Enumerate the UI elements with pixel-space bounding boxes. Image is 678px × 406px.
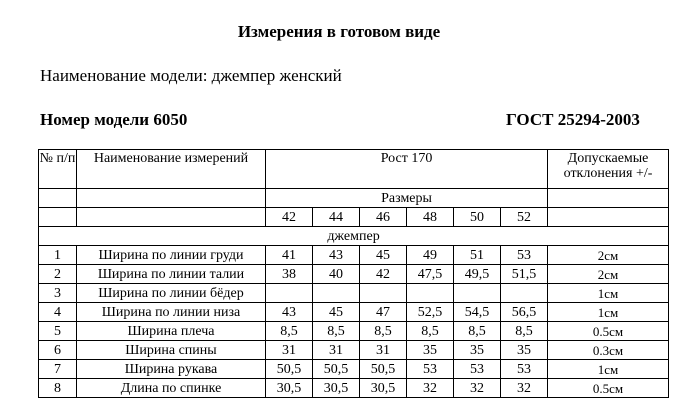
header-height: Рост 170 [266, 150, 548, 189]
value-cell: 30,5 [313, 379, 360, 398]
value-cell: 8,5 [360, 322, 407, 341]
row-tolerance: 1см [548, 303, 669, 322]
value-cell: 47 [360, 303, 407, 322]
header-tolerance: Допускаемые отклонения +/- [548, 150, 669, 189]
value-cell: 43 [266, 303, 313, 322]
row-num: 1 [39, 246, 77, 265]
size-cell: 52 [501, 208, 548, 227]
table-body [39, 150, 669, 398]
header-name: Наименование измерений [77, 150, 266, 189]
value-cell [454, 284, 501, 303]
value-cell: 32 [501, 379, 548, 398]
value-cell: 32 [454, 379, 501, 398]
empty-cell [548, 189, 669, 208]
value-cell: 53 [454, 360, 501, 379]
table-row [39, 303, 669, 322]
table-row [39, 360, 669, 379]
row-num: 5 [39, 322, 77, 341]
sizes-label: Размеры [266, 189, 548, 208]
value-cell: 8,5 [454, 322, 501, 341]
row-num: 3 [39, 284, 77, 303]
value-cell: 53 [501, 246, 548, 265]
sizes-label-row [39, 189, 669, 208]
value-cell: 56,5 [501, 303, 548, 322]
value-cell: 8,5 [313, 322, 360, 341]
value-cell: 30,5 [266, 379, 313, 398]
model-name: Наименование модели: джемпер женский [40, 66, 342, 85]
row-num: 6 [39, 341, 77, 360]
value-cell: 32 [407, 379, 454, 398]
size-cell: 42 [266, 208, 313, 227]
value-cell [360, 284, 407, 303]
size-cell: 46 [360, 208, 407, 227]
value-cell: 40 [313, 265, 360, 284]
model-number: Номер модели 6050 [40, 110, 188, 129]
measurements-table [38, 149, 669, 398]
document-title: Измерения в готовом виде [237, 22, 441, 41]
empty-cell [548, 208, 669, 227]
size-cell: 44 [313, 208, 360, 227]
value-cell: 35 [407, 341, 454, 360]
row-name: Ширина плеча [77, 322, 266, 341]
row-tolerance: 1см [548, 284, 669, 303]
row-tolerance: 2см [548, 246, 669, 265]
group-label: джемпер [39, 227, 669, 246]
row-num: 7 [39, 360, 77, 379]
table-row [39, 284, 669, 303]
value-cell: 53 [407, 360, 454, 379]
value-cell: 35 [501, 341, 548, 360]
row-name: Ширина по линии бёдер [77, 284, 266, 303]
row-num: 8 [39, 379, 77, 398]
value-cell: 31 [266, 341, 313, 360]
value-cell: 51 [454, 246, 501, 265]
value-cell: 43 [313, 246, 360, 265]
row-num: 2 [39, 265, 77, 284]
value-cell: 50,5 [266, 360, 313, 379]
value-cell: 51,5 [501, 265, 548, 284]
value-cell: 31 [360, 341, 407, 360]
row-tolerance: 1см [548, 360, 669, 379]
value-cell: 30,5 [360, 379, 407, 398]
table-row [39, 379, 669, 398]
row-name: Ширина по линии груди [77, 246, 266, 265]
row-tolerance: 2см [548, 265, 669, 284]
row-tolerance: 0.5см [548, 379, 669, 398]
table-row [39, 265, 669, 284]
value-cell: 50,5 [313, 360, 360, 379]
value-cell: 47,5 [407, 265, 454, 284]
value-cell: 52,5 [407, 303, 454, 322]
row-name: Ширина рукава [77, 360, 266, 379]
standard-label: ГОСТ 25294-2003 [506, 110, 640, 129]
row-tolerance: 0.3см [548, 341, 669, 360]
value-cell [407, 284, 454, 303]
size-cell: 48 [407, 208, 454, 227]
empty-cell [77, 208, 266, 227]
empty-cell [39, 208, 77, 227]
value-cell: 49,5 [454, 265, 501, 284]
value-cell: 50,5 [360, 360, 407, 379]
size-cell: 50 [454, 208, 501, 227]
value-cell: 38 [266, 265, 313, 284]
value-cell: 42 [360, 265, 407, 284]
value-cell [266, 284, 313, 303]
value-cell: 8,5 [266, 322, 313, 341]
row-tolerance: 0.5см [548, 322, 669, 341]
row-name: Ширина спины [77, 341, 266, 360]
value-cell: 45 [360, 246, 407, 265]
value-cell: 45 [313, 303, 360, 322]
value-cell: 49 [407, 246, 454, 265]
table-row [39, 246, 669, 265]
value-cell [501, 284, 548, 303]
row-num: 4 [39, 303, 77, 322]
group-row [39, 227, 669, 246]
empty-cell [39, 189, 77, 208]
table-row [39, 322, 669, 341]
row-name: Ширина по линии низа [77, 303, 266, 322]
value-cell: 35 [454, 341, 501, 360]
row-name: Длина по спинке [77, 379, 266, 398]
header-num: № п/п [39, 150, 77, 189]
table-row [39, 341, 669, 360]
value-cell [313, 284, 360, 303]
sizes-row [39, 208, 669, 227]
value-cell: 8,5 [501, 322, 548, 341]
empty-cell [77, 189, 266, 208]
row-name: Ширина по линии талии [77, 265, 266, 284]
value-cell: 53 [501, 360, 548, 379]
value-cell: 8,5 [407, 322, 454, 341]
value-cell: 31 [313, 341, 360, 360]
value-cell: 54,5 [454, 303, 501, 322]
value-cell: 41 [266, 246, 313, 265]
